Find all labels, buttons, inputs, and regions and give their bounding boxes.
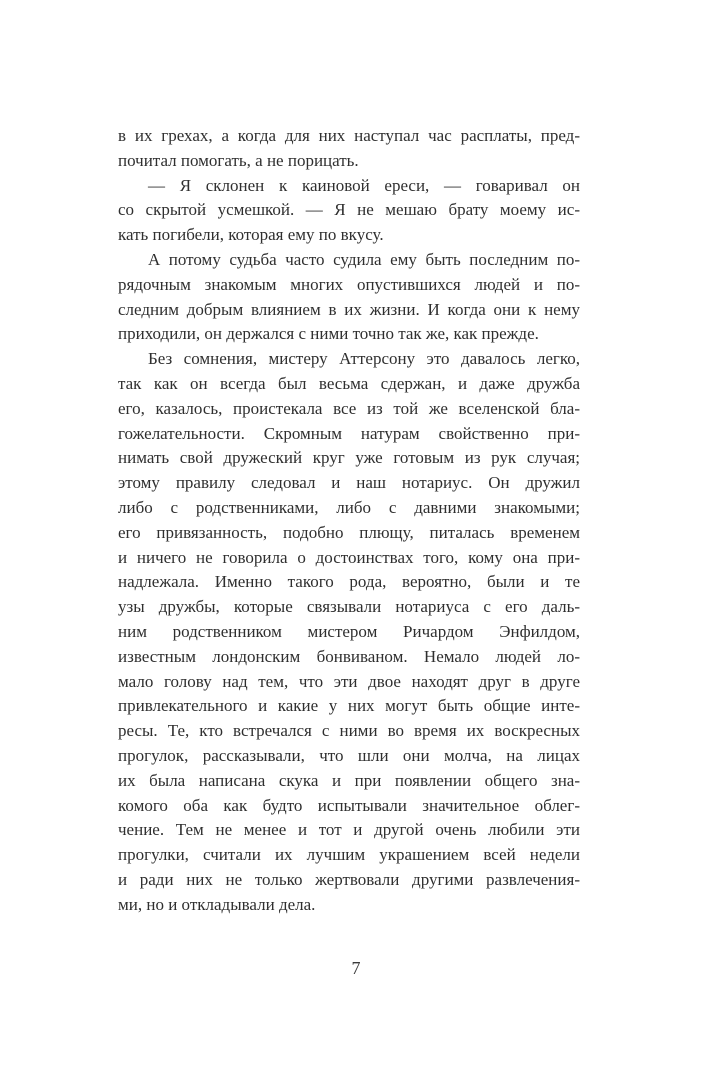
text-line: так как он всегда был весьма сдержан, и даже дружба xyxy=(118,373,580,393)
text-line: почитал помогать, а не порицать. xyxy=(118,150,359,170)
text-line: этому правилу следовал и наш нотариус. Он дружил xyxy=(118,473,580,493)
page-number: 7 xyxy=(351,958,361,978)
text-line: комого оба как будто испытывали значительное облег- xyxy=(118,795,580,815)
text-line: ресы. Те, кто встречался с ними во время их воскресных xyxy=(118,721,580,741)
text-line: его привязанность, подобно плющу, питалась временем xyxy=(118,522,580,542)
text-line: со скрытой усмешкой. — Я не мешаю брату моему ис- xyxy=(118,200,580,220)
text-line: их была написана скука и при появлении общего зна- xyxy=(118,770,580,790)
text-line: рядочным знакомым многих опустившихся людей и по- xyxy=(118,274,580,294)
text-line: надлежала. Именно такого рода, вероятно, были и те xyxy=(118,572,580,592)
text-line: кать погибели, которая ему по вкусу. xyxy=(118,225,384,245)
text-line: в их грехах, а когда для них наступал час расплаты, пред- xyxy=(118,126,580,145)
text-line: приходили, он держался с ними точно так же, как прежде. xyxy=(118,324,539,344)
text-line: следним добрым влиянием в их жизни. И когда они к нему xyxy=(118,299,580,319)
paragraph xyxy=(118,124,580,174)
text-line: привлекательного и какие у них могут быть общие инте- xyxy=(118,696,580,716)
text-line: чение. Тем не менее и тот и другой очень любили эти xyxy=(118,820,580,840)
text-line: — Я склонен к каиновой ереси, — говаривал он xyxy=(148,175,580,195)
paragraph xyxy=(118,347,580,917)
text-line: гожелательности. Скромным натурам свойственно при- xyxy=(118,423,580,443)
text-line: ним родственником мистером Ричардом Энфилдом, xyxy=(118,621,580,641)
text-line: и ничего не говорила о достоинствах того, кому она при- xyxy=(118,547,580,567)
text-line: прогулок, рассказывали, что шли они молча, на лицах xyxy=(118,745,580,765)
text-line: Без сомнения, мистеру Аттерсону это давалось легко, xyxy=(148,349,580,369)
text-line: и ради них не только жертвовали другими развлечения- xyxy=(118,869,580,889)
text-line: ми, но и откладывали дела. xyxy=(118,894,316,914)
text-line: прогулки, считали их лучшим украшением всей недели xyxy=(118,845,580,865)
paragraph xyxy=(118,248,580,347)
text-line: мало голову над тем, что эти двое находят друг в друге xyxy=(118,671,580,691)
paragraph xyxy=(118,174,580,248)
text-line: либо с родственниками, либо с давними знакомыми; xyxy=(118,497,580,517)
text-line: известным лондонским бонвиваном. Немало людей ло- xyxy=(118,646,580,666)
text-line: нимать свой дружеский круг уже готовым из рук случая; xyxy=(118,448,580,468)
text-line: А потому судьба часто судила ему быть последним по- xyxy=(148,249,580,269)
text-block xyxy=(118,124,580,918)
text-line: узы дружбы, которые связывали нотариуса с его даль- xyxy=(118,597,580,617)
text-line: его, казалось, проистекала все из той же вселенской бла- xyxy=(118,398,580,418)
